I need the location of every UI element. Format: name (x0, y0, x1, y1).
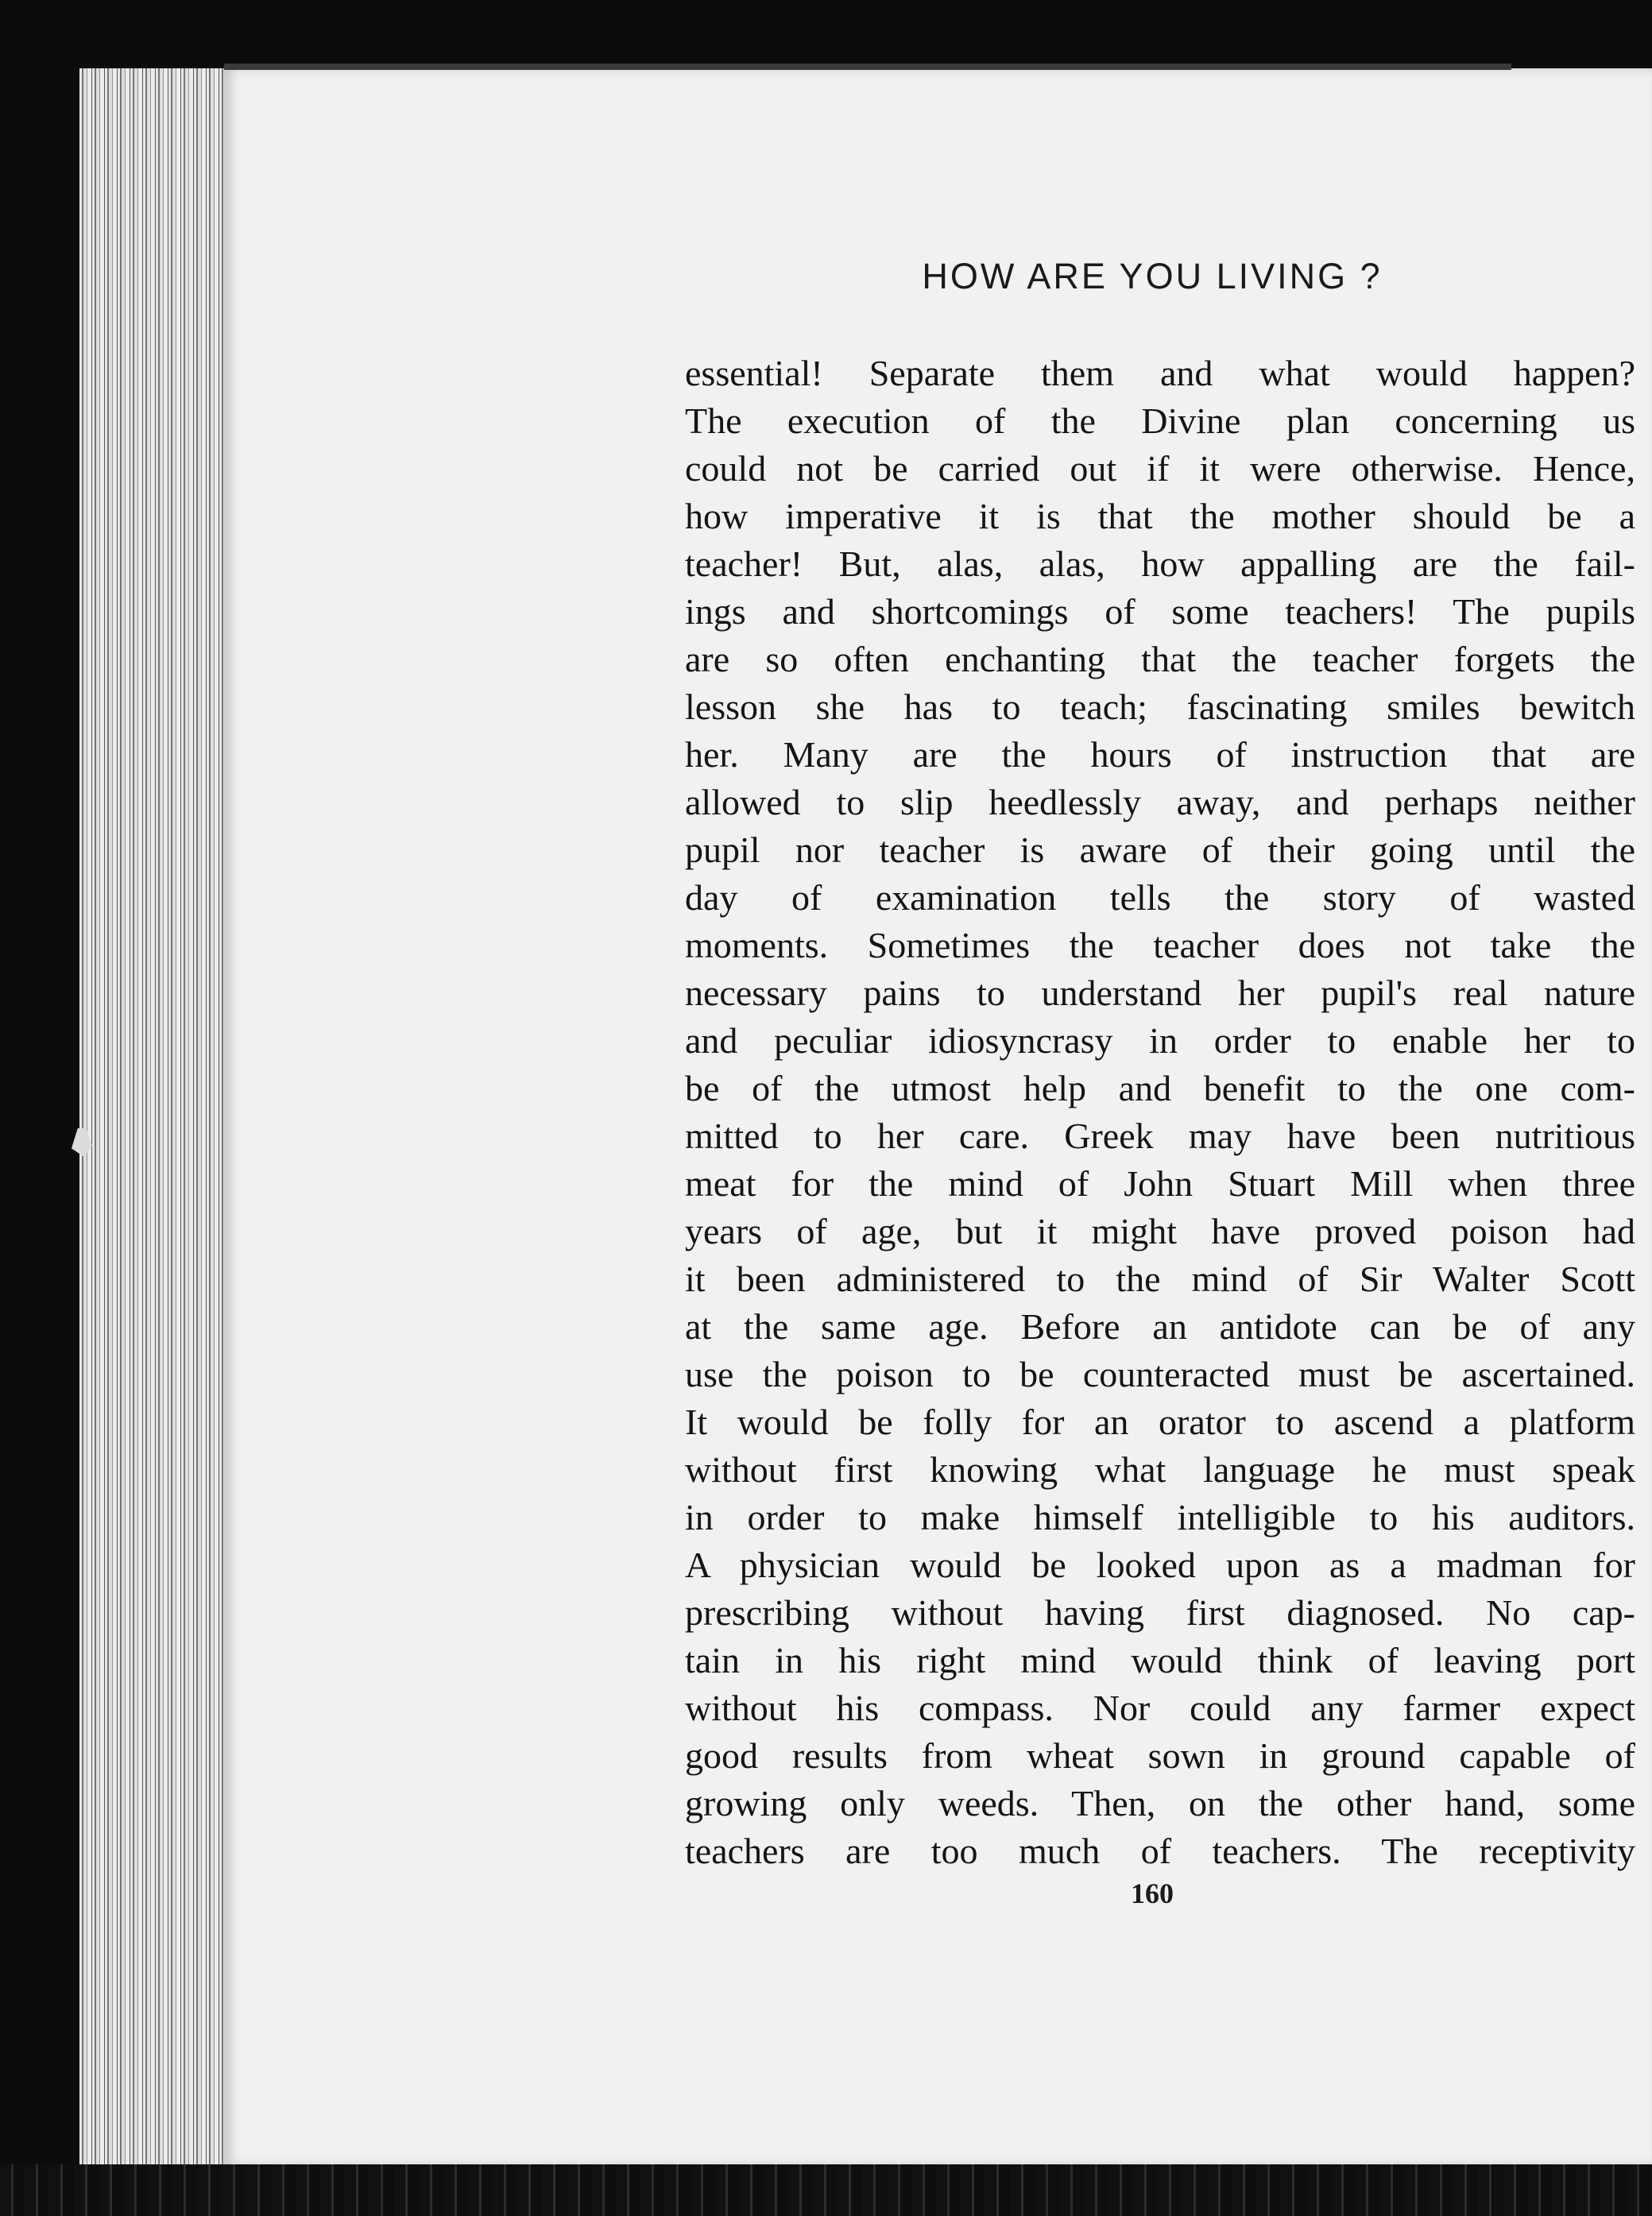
text-line: use the poison to be counteracted must be ascertained. (685, 1354, 1635, 1394)
text-line: moments. Sometimes the teacher does not take the (685, 925, 1635, 965)
page-top-edge (224, 64, 1511, 70)
text-line: it been administered to the mind of Sir Walter Scott (685, 1259, 1635, 1299)
scan-top-border (0, 0, 1652, 65)
text-line: teacher! But, alas, alas, how appalling are the fail- (685, 543, 1635, 584)
text-line: years of age, but it might have proved poison had (685, 1211, 1635, 1251)
text-line: without his compass. Nor could any farmer expect (685, 1688, 1635, 1728)
text-line: at the same age. Before an antidote can be of any (685, 1306, 1635, 1347)
running-head: HOW ARE YOU LIVING ? (922, 256, 1383, 296)
text-line: day of examination tells the story of wasted (685, 877, 1635, 918)
text-line: tain in his right mind would think of leaving port (685, 1640, 1635, 1680)
text-line: meat for the mind of John Stuart Mill when three (685, 1163, 1635, 1204)
text-line: and peculiar idiosyncrasy in order to enable her to (685, 1020, 1635, 1061)
scan-bottom-border (0, 2164, 1652, 2216)
body-text (685, 350, 1635, 1875)
page-stack-edges (79, 68, 230, 2174)
text-line: teachers are too much of teachers. The receptivity (685, 1831, 1635, 1871)
text-line: mitted to her care. Greek may have been nutritious (685, 1116, 1635, 1156)
text-line: are so often enchanting that the teacher forgets the (685, 639, 1635, 679)
text-line: in order to make himself intelligible to his auditors. (685, 1497, 1635, 1537)
text-line: essential! Separate them and what would happen? (685, 353, 1635, 393)
text-line: how imperative it is that the mother should be a (685, 496, 1635, 536)
text-line: her. Many are the hours of instruction that are (685, 734, 1635, 775)
text-line: good results from wheat sown in ground capable of (685, 1735, 1635, 1776)
text-line: The execution of the Divine plan concerning us (685, 400, 1635, 441)
text-line: pupil nor teacher is aware of their going until the (685, 830, 1635, 870)
text-line: necessary pains to understand her pupil's real nature (685, 973, 1635, 1013)
text-line: could not be carried out if it were otherwise. Hence, (685, 448, 1635, 489)
page-number: 160 (1131, 1878, 1174, 1909)
text-line: allowed to slip heedlessly away, and perhaps neither (685, 782, 1635, 822)
text-line: be of the utmost help and benefit to the one com- (685, 1068, 1635, 1108)
text-line: ings and shortcomings of some teachers! The pupils (685, 591, 1635, 632)
text-line: A physician would be looked upon as a madman for (685, 1545, 1635, 1585)
text-line: It would be folly for an orator to ascend a platform (685, 1402, 1635, 1442)
text-line: growing only weeds. Then, on the other hand, some (685, 1783, 1635, 1823)
text-line: without first knowing what language he must speak (685, 1449, 1635, 1490)
text-line: prescribing without having first diagnosed. No cap- (685, 1592, 1635, 1633)
text-line: lesson she has to teach; fascinating smiles bewitch (685, 686, 1635, 727)
